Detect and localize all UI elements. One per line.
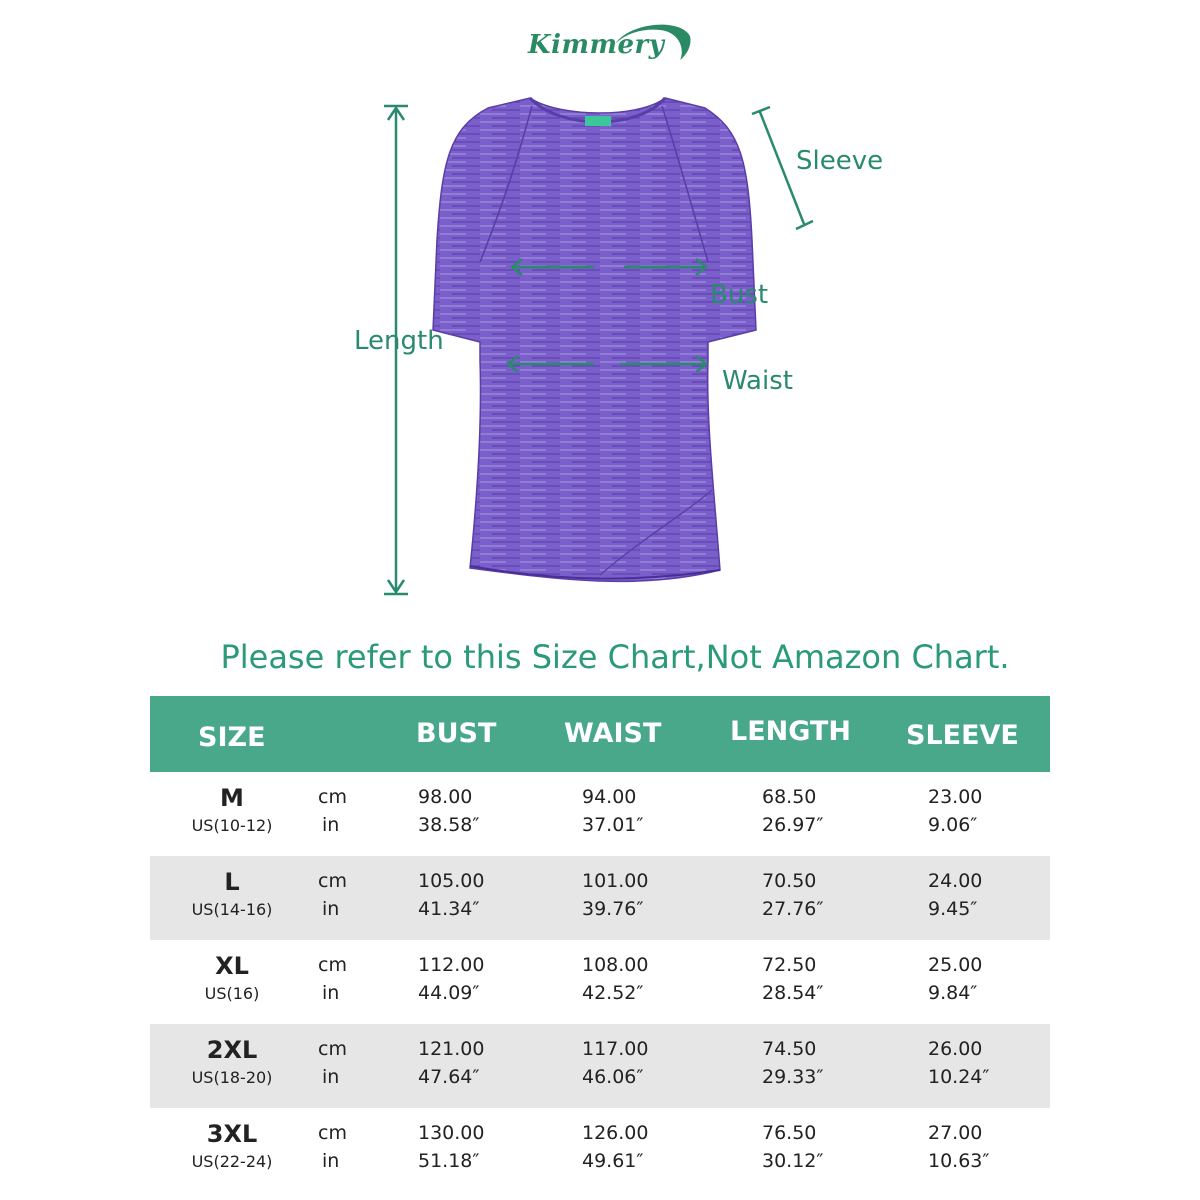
- sleeve-cm-value: 26.00: [928, 1038, 983, 1060]
- sleeve-cm-value: 23.00: [928, 786, 983, 808]
- size-us: US(10-12): [191, 816, 273, 835]
- table-row: [150, 940, 1050, 1024]
- sleeve-cm-value: 27.00: [928, 1122, 983, 1144]
- size-us: US(14-16): [191, 900, 273, 919]
- unit-in: in: [322, 1150, 340, 1172]
- header-sleeve: SLEEVE: [906, 720, 1019, 751]
- bust-cm-value: 112.00: [418, 954, 485, 976]
- bust-cm-value: 130.00: [418, 1122, 485, 1144]
- waist-cm-value: 126.00: [582, 1122, 649, 1144]
- size-name: L: [224, 868, 240, 896]
- waist-cm-value: 108.00: [582, 954, 649, 976]
- length-label: Length: [354, 326, 444, 356]
- length-cm-value: 68.50: [762, 786, 817, 808]
- table-header: [150, 696, 1050, 772]
- shirt-shape: [433, 98, 756, 581]
- length-cm-value: 74.50: [762, 1038, 817, 1060]
- table-row: [150, 856, 1050, 940]
- size-us: US(22-24): [191, 1152, 273, 1171]
- header-waist: WAIST: [564, 718, 662, 749]
- sleeve-cm-value: 25.00: [928, 954, 983, 976]
- unit-cm: cm: [318, 954, 347, 976]
- sleeve-cm-value: 24.00: [928, 870, 983, 892]
- size-name: 2XL: [206, 1036, 258, 1064]
- table-row: [150, 1108, 1050, 1192]
- unit-in: in: [322, 1066, 340, 1088]
- bust-in-value: 44.09″: [418, 982, 480, 1004]
- sleeve-in-value: 9.06″: [928, 814, 978, 836]
- sleeve-in-value: 10.63″: [928, 1150, 990, 1172]
- waist-in-value: 39.76″: [582, 898, 644, 920]
- unit-in: in: [322, 814, 340, 836]
- waist-cm-value: 101.00: [582, 870, 649, 892]
- size-us: US(18-20): [191, 1068, 273, 1087]
- size-chart-headline: Please refer to this Size Chart,Not Amazon Chart.: [220, 638, 1010, 676]
- header-size: SIZE: [198, 722, 266, 753]
- bust-cm-value: 121.00: [418, 1038, 485, 1060]
- sleeve-in-value: 9.45″: [928, 898, 978, 920]
- length-in-value: 29.33″: [762, 1066, 824, 1088]
- waist-in-value: 37.01″: [582, 814, 644, 836]
- header-length: LENGTH: [730, 716, 851, 747]
- length-cm-value: 76.50: [762, 1122, 817, 1144]
- waist-in-value: 49.61″: [582, 1150, 644, 1172]
- length-in-value: 30.12″: [762, 1150, 824, 1172]
- bust-label: Bust: [710, 280, 769, 310]
- unit-in: in: [322, 982, 340, 1004]
- unit-in: in: [322, 898, 340, 920]
- shirt-diagram: [0, 80, 1200, 620]
- waist-in-value: 42.52″: [582, 982, 644, 1004]
- unit-cm: cm: [318, 1038, 347, 1060]
- length-cm-value: 70.50: [762, 870, 817, 892]
- unit-cm: cm: [318, 870, 347, 892]
- bust-cm-value: 105.00: [418, 870, 485, 892]
- size-chart-table: [150, 696, 1050, 1192]
- bust-in-value: 51.18″: [418, 1150, 480, 1172]
- header-bust: BUST: [416, 718, 497, 749]
- length-in-value: 28.54″: [762, 982, 824, 1004]
- size-name: XL: [215, 952, 249, 980]
- size-name: 3XL: [206, 1120, 258, 1148]
- length-cm-value: 72.50: [762, 954, 817, 976]
- waist-in-value: 46.06″: [582, 1066, 644, 1088]
- length-in-value: 27.76″: [762, 898, 824, 920]
- size-us: US(16): [204, 984, 260, 1003]
- bust-in-value: 47.64″: [418, 1066, 480, 1088]
- sleeve-in-value: 10.24″: [928, 1066, 990, 1088]
- bust-in-value: 38.58″: [418, 814, 480, 836]
- unit-cm: cm: [318, 1122, 347, 1144]
- bust-cm-value: 98.00: [418, 786, 473, 808]
- unit-cm: cm: [318, 786, 347, 808]
- sleeve-label: Sleeve: [796, 146, 884, 176]
- sleeve-in-value: 9.84″: [928, 982, 978, 1004]
- size-name: M: [220, 784, 244, 812]
- table-row: [150, 772, 1050, 856]
- bust-in-value: 41.34″: [418, 898, 480, 920]
- waist-cm-value: 117.00: [582, 1038, 649, 1060]
- length-in-value: 26.97″: [762, 814, 824, 836]
- waist-label: Waist: [722, 366, 793, 396]
- waist-cm-value: 94.00: [582, 786, 637, 808]
- table-row: [150, 1024, 1050, 1108]
- brand-logo: Kimmery: [528, 30, 665, 60]
